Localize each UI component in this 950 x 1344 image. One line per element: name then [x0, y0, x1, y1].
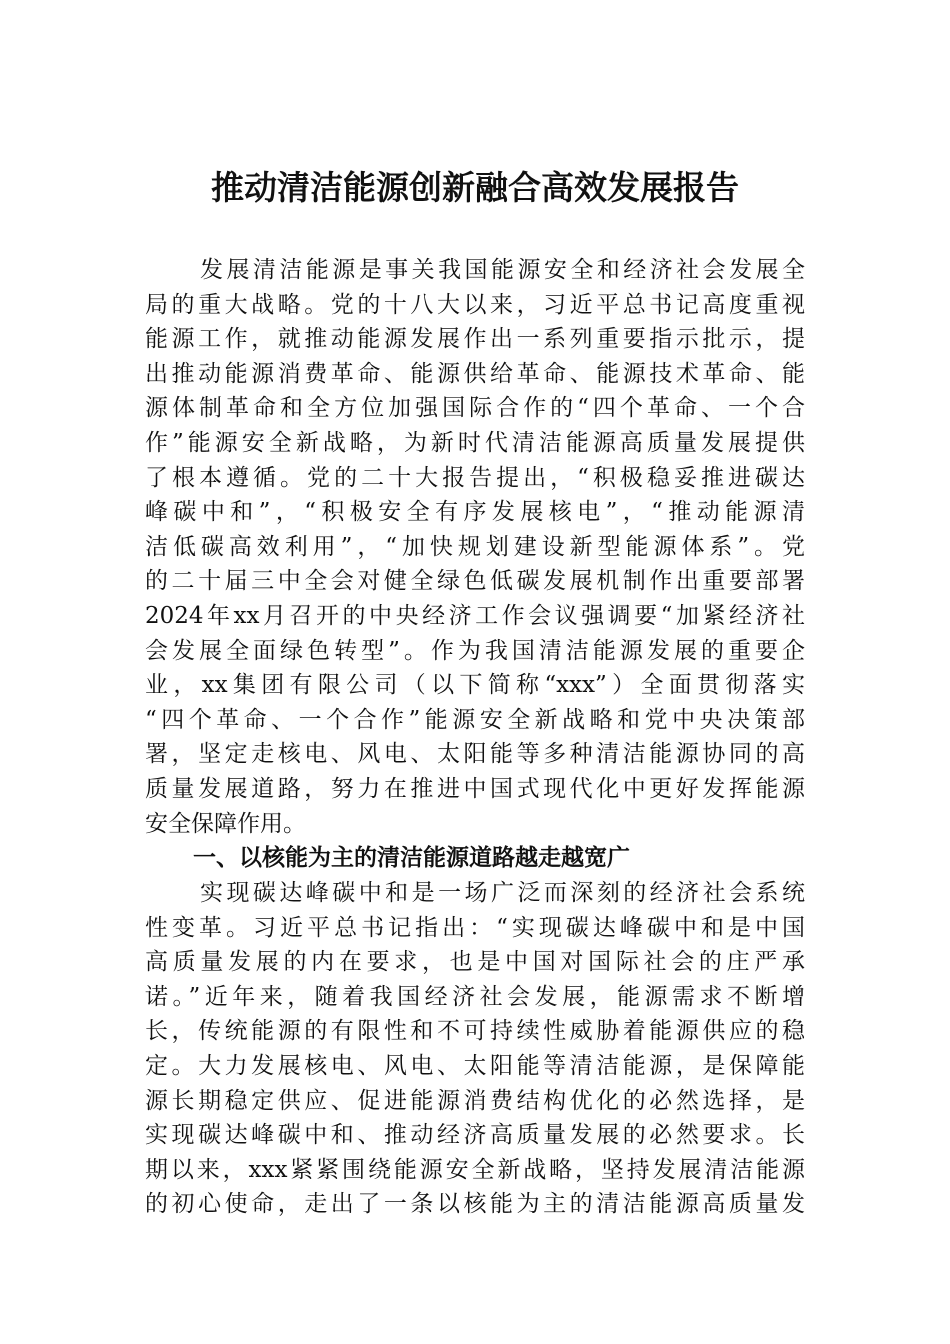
text-line: 局的重大战略。党的十八大以来，习近平总书记高度重视 — [145, 291, 805, 318]
paragraph-intro — [145, 253, 805, 841]
text-line: 质量发展道路，努力在推进中国式现代化中更好发挥能源 — [145, 775, 805, 802]
text-line: 长，传统能源的有限性和不可持续性威胁着能源供应的稳 — [145, 1018, 805, 1045]
text-line: 署，坚定走核电、风电、太阳能等多种清洁能源协同的高 — [145, 741, 805, 768]
text-line: 的初心使命，走出了一条以核能为主的清洁能源高质量发 — [145, 1191, 805, 1218]
text-line: 实现碳达峰碳中和是一场广泛而深刻的经济社会系统 — [200, 880, 805, 906]
text-line: 业，xx集团有限公司（以下简称“xxx”）全面贯彻落实 — [145, 672, 805, 699]
text-line: 峰碳中和”，“积极安全有序发展核电”，“推动能源清 — [145, 499, 805, 526]
section-heading-1: 一、以核能为主的清洁能源道路越走越宽广 — [193, 845, 630, 871]
text-line: 洁低碳高效利用”，“加快规划建设新型能源体系”。党 — [145, 533, 805, 560]
text-line: 能源工作，就推动能源发展作出一系列重要指示批示，提 — [145, 326, 805, 353]
text-line: 源长期稳定供应、促进能源消费结构优化的必然选择，是 — [145, 1087, 805, 1114]
text-line: 安全保障作用。 — [145, 810, 306, 837]
text-line: “四个革命、一个合作”能源安全新战略和党中央决策部 — [145, 706, 805, 733]
text-line: 源体制革命和全方位加强国际合作的“四个革命、一个合 — [145, 395, 805, 422]
text-line: 诺。”近年来，随着我国经济社会发展，能源需求不断增 — [145, 983, 805, 1010]
text-line: 作”能源安全新战略，为新时代清洁能源高质量发展提供 — [145, 429, 805, 456]
text-line: 定。大力发展核电、风电、太阳能等清洁能源，是保障能 — [145, 1052, 805, 1079]
document-title: 推动清洁能源创新融合高效发展报告 — [211, 168, 739, 207]
paragraph-section-1 — [145, 876, 805, 1222]
text-line: 2024年xx月召开的中央经济工作会议强调要“加紧经济社 — [145, 602, 805, 629]
text-line: 会发展全面绿色转型”。作为我国清洁能源发展的重要企 — [145, 637, 805, 664]
text-line: 高质量发展的内在要求，也是中国对国际社会的庄严承 — [145, 949, 805, 976]
text-line: 了根本遵循。党的二十大报告提出，“积极稳妥推进碳达 — [145, 464, 805, 491]
text-line: 的二十届三中全会对健全绿色低碳发展机制作出重要部署 — [145, 568, 805, 595]
text-line: 期以来，xxx紧紧围绕能源安全新战略，坚持发展清洁能源 — [145, 1156, 805, 1183]
text-line: 性变革。习近平总书记指出：“实现碳达峰碳中和是中国 — [145, 914, 805, 941]
text-line: 出推动能源消费革命、能源供给革命、能源技术革命、能 — [145, 360, 805, 387]
text-line: 发展清洁能源是事关我国能源安全和经济社会发展全 — [200, 257, 805, 283]
text-line: 实现碳达峰碳中和、推动经济高质量发展的必然要求。长 — [145, 1122, 805, 1149]
